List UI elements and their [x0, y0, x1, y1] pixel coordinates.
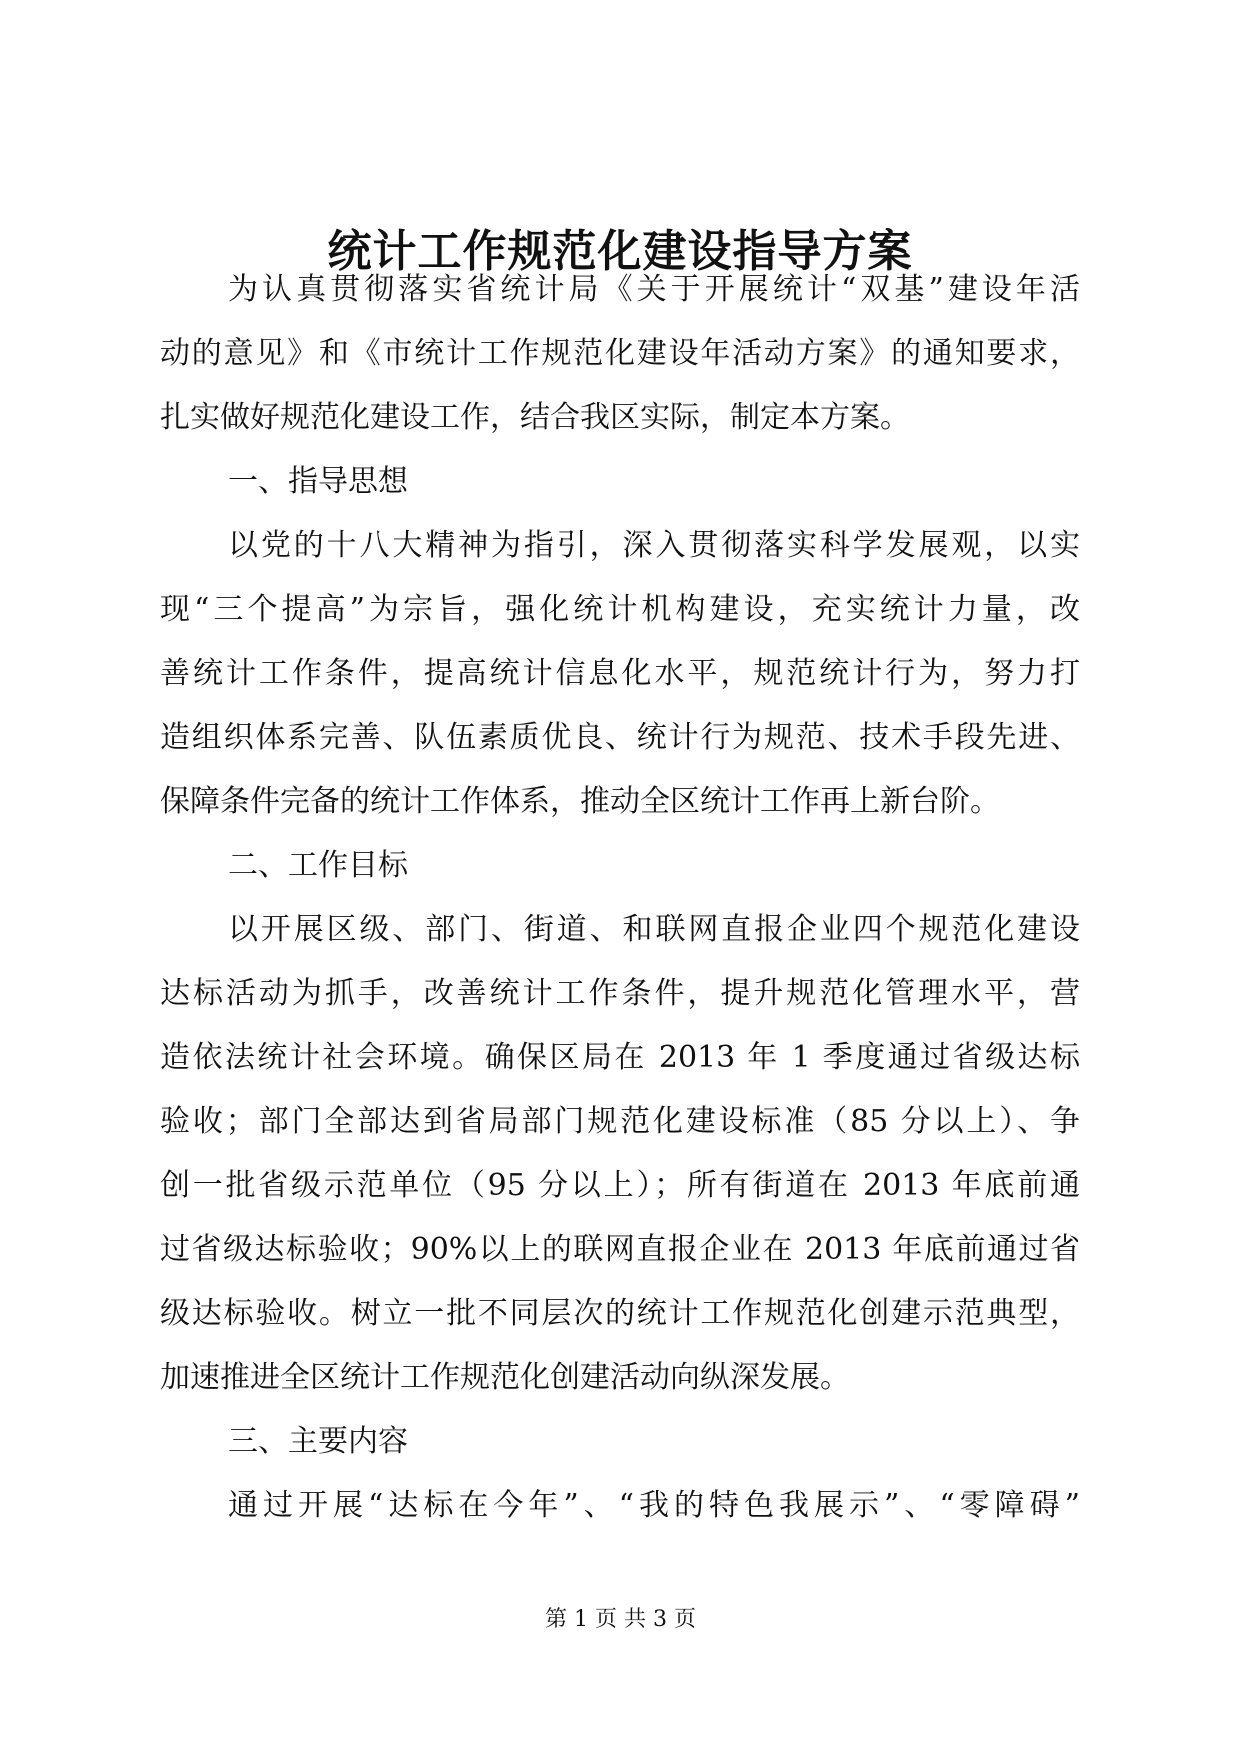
paragraph-line: 过省级达标验收；90%以上的联网直报企业在 2013 年底前通过省 [160, 1232, 1080, 1267]
paragraph-line: 达标活动为抓手，改善统计工作条件，提升规范化管理水平，营 [160, 976, 1080, 1011]
paragraph-line: 以开展区级、部门、街道、和联网直报企业四个规范化建设 [228, 912, 1080, 947]
paragraph-line: 动的意见》和《市统计工作规范化建设年活动方案》的通知要求， [160, 336, 1080, 371]
paragraph-line: 保障条件完备的统计工作体系，推动全区统计工作再上新台阶。 [160, 784, 1000, 819]
paragraph-line: 为认真贯彻落实省统计局《关于开展统计“双基”建设年活 [228, 272, 1080, 307]
section-heading: 一、指导思想 [228, 464, 408, 499]
document-title: 统计工作规范化建设指导方案 [327, 226, 913, 277]
paragraph-line: 造依法统计社会环境。确保区局在 2013 年 1 季度通过省级达标 [160, 1040, 1080, 1075]
paragraph-line: 级达标验收。树立一批不同层次的统计工作规范化创建示范典型， [160, 1296, 1080, 1331]
paragraph-line: 以党的十八大精神为指引，深入贯彻落实科学发展观，以实 [228, 528, 1080, 563]
paragraph-line: 验收；部门全部达到省局部门规范化建设标准（85 分以上）、争 [160, 1104, 1080, 1139]
paragraph-line: 扎实做好规范化建设工作，结合我区实际，制定本方案。 [160, 400, 910, 435]
page-number: 第 1 页 共 3 页 [545, 1607, 696, 1632]
paragraph-line: 善统计工作条件，提高统计信息化水平，规范统计行为，努力打 [160, 656, 1080, 691]
section-heading: 二、工作目标 [228, 848, 408, 883]
paragraph-line: 造组织体系完善、队伍素质优良、统计行为规范、技术手段先进、 [160, 720, 1080, 755]
paragraph-line: 加速推进全区统计工作规范化创建活动向纵深发展。 [160, 1360, 850, 1395]
section-heading: 三、主要内容 [228, 1424, 408, 1459]
paragraph-line: 通过开展“达标在今年”、“我的特色我展示”、“零障碍” [228, 1488, 1080, 1523]
paragraph-line: 现“三个提高”为宗旨，强化统计机构建设，充实统计力量，改 [160, 592, 1080, 627]
paragraph-line: 创一批省级示范单位（95 分以上）；所有街道在 2013 年底前通 [160, 1168, 1080, 1203]
